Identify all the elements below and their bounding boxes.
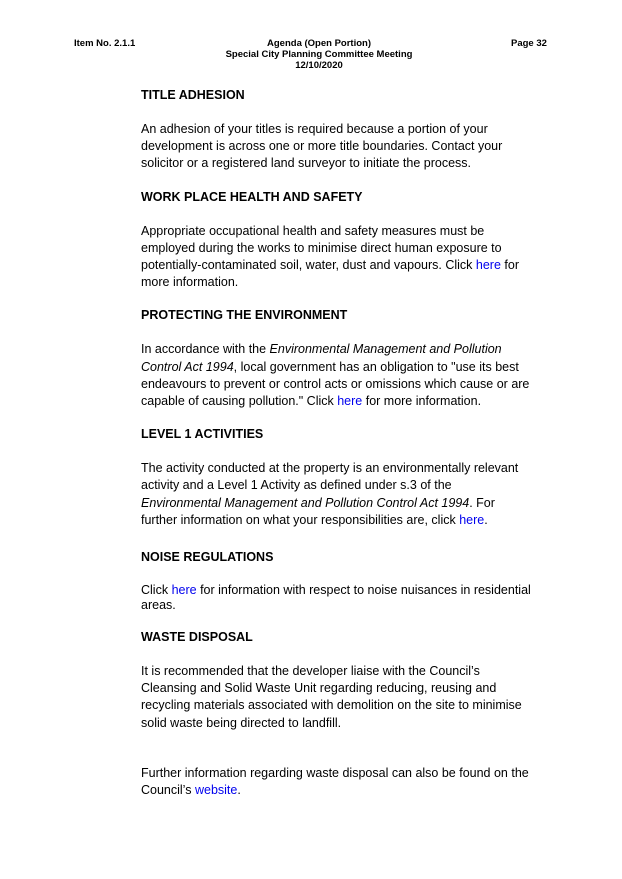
noise-text-1: Click bbox=[141, 583, 172, 598]
header-center bbox=[190, 38, 448, 71]
environment-text-1: In accordance with the bbox=[141, 342, 270, 357]
agenda-label: Agenda (Open Portion) bbox=[267, 38, 371, 49]
page-number: Page 32 bbox=[511, 38, 547, 49]
noise-text bbox=[141, 583, 533, 612]
level1-text-3: . bbox=[484, 512, 488, 527]
environment-text bbox=[141, 341, 533, 410]
meeting-title: Special City Planning Committee Meeting bbox=[225, 49, 413, 60]
level1-text bbox=[141, 460, 533, 529]
level1-heading: LEVEL 1 ACTIVITIES bbox=[141, 427, 264, 442]
document-body bbox=[141, 87, 533, 799]
noise-text-2: for information with respect to noise nuisances in residential areas. bbox=[141, 583, 531, 612]
waste-further-text bbox=[141, 765, 533, 799]
work-place-heading: WORK PLACE HEALTH AND SAFETY bbox=[141, 189, 363, 204]
work-place-text bbox=[141, 223, 533, 292]
environment-here-link[interactable]: here bbox=[337, 394, 363, 409]
waste-text: It is recommended that the developer liaise with the Council’s Cleansing and Solid Waste Unit regarding reducing, reusing and recycling materials associated with demolition on the site to minimise solid waste being directed to landfill. bbox=[141, 664, 522, 730]
title-adhesion-text: An adhesion of your titles is required because a portion of your development is across one or more title boundaries. Contact your solicitor or a registered land surveyor to initiate the process. bbox=[141, 122, 503, 171]
work-place-here-link[interactable]: here bbox=[475, 258, 501, 273]
title-adhesion-heading: TITLE ADHESION bbox=[141, 88, 245, 102]
work-place-text-after: for more information. bbox=[141, 258, 519, 290]
environment-heading: PROTECTING THE ENVIRONMENT bbox=[141, 308, 348, 323]
level1-text-2: . For further information on what your responsibilities are, click bbox=[141, 495, 495, 527]
environment-text-3: for more information. bbox=[362, 394, 482, 409]
level1-here-link[interactable]: here bbox=[459, 512, 485, 527]
noise-here-link[interactable]: here bbox=[171, 583, 197, 598]
item-number: Item No. 2.1.1 bbox=[74, 38, 136, 49]
waste-further-text-1: Further information regarding waste disposal can also be found on the Council’s bbox=[141, 765, 529, 798]
noise-heading: NOISE REGULATIONS bbox=[141, 550, 274, 565]
waste-heading: WASTE DISPOSAL bbox=[141, 630, 253, 645]
level1-act-title: Environmental Management and Pollution Control Act 1994 bbox=[141, 495, 470, 510]
environment-text-2: , local government has an obligation to "use its best endeavours to prevent or control acts or omissions which cause or are capable of causing pollution." Click bbox=[141, 359, 530, 409]
work-place-text-before: Appropriate occupational health and safety measures must be employed during the works to minimise direct human exposure to potentially-contaminated soil, water, dust and vapours. Click bbox=[141, 223, 502, 273]
level1-text-1: The activity conducted at the property is an environmentally relevant activity and a Level 1 Activity as defined under s.3 of the bbox=[141, 461, 519, 493]
council-website-link[interactable]: website bbox=[194, 783, 238, 798]
waste-further-text-end: . bbox=[237, 783, 241, 798]
environment-act-title: Environmental Management and Pollution Control Act 1994 bbox=[141, 342, 502, 374]
meeting-date: 12/10/2020 bbox=[295, 60, 343, 71]
